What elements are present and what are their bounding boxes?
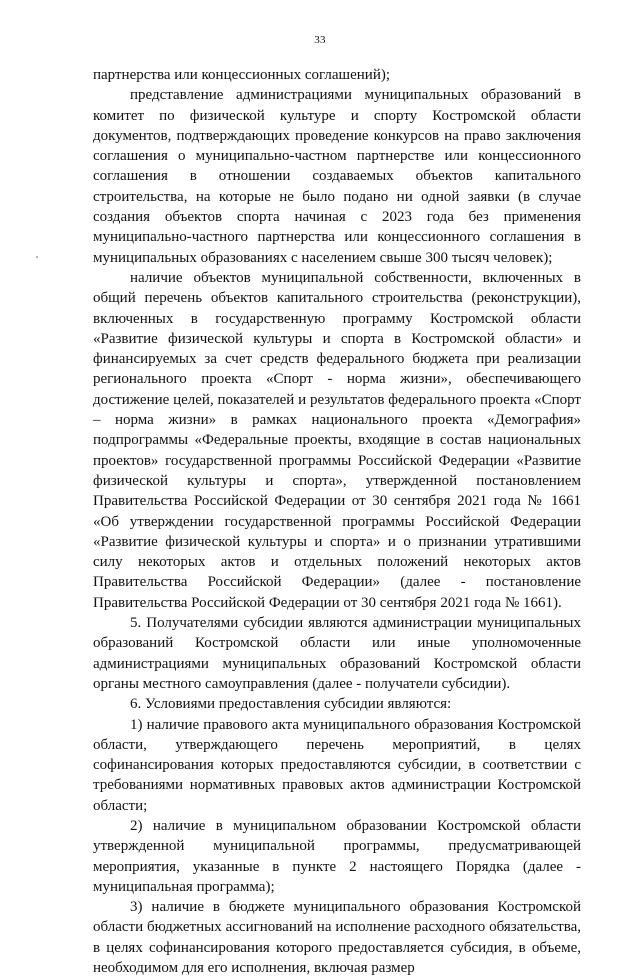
paragraph-condition-2: 2) наличие в муниципальном образовании Костромской области утвержденной муниципальной программы, предусматривающей мероприятия, указанные в пункте 2 настоящего Порядка (далее - муниципальная программа); [93,817,581,895]
paragraph-condition-3: 3) наличие в бюджете муниципального образования Костромской области бюджетных ассигнований на исполнение расходного обязательства, в целях софинансирования которого предоставляется субсидия, в объеме, необходимом для его исполнения, включая размер [93,899,581,977]
paragraph-continuation: партнерства или концессионных соглашений); [93,67,391,83]
paragraph-item-5-recipients: 5. Получателями субсидии являются администрации муниципальных образований Костромской области или иные уполномоченные администрациями муниципальных образований Костромской области органы местного самоуправления (далее - получатели субсидии). [93,615,581,692]
margin-speck [36,256,38,258]
paragraph-documents-submission: представление администрациями муниципальных образований в комитет по физической культуре и спорту Костромской области документов, подтверждающих проведение конкурсов на право заключения соглашения о муниципально-частном партнерстве или концессионного соглашения в отношении создаваемых объектов капитального строительства, на которые не было подано ни одной заявки (в случае создания объектов спорта начиная с 2023 года без применения муниципально-частного партнерства или концессионного соглашения в муниципальных образованиях с населением свыше 300 тысяч человек); [93,87,581,266]
paragraph-item-6-conditions: 6. Условиями предоставления субсидии являются: [130,696,452,713]
paragraph-condition-1: 1) наличие правового акта муниципального образования Костромской области, утверждающего перечень мероприятий, в целях софинансирования которых предоставляются субсидии, в соответствии с требованиями нормативных правовых актов администрации Костромской области; [93,716,581,814]
document-body [93,65,581,978]
page-number: 33 [314,34,326,46]
paragraph-municipal-property: наличие объектов муниципальной собственности, включенных в общий перечень объектов капитального строительства (реконструкции), включенных в государственную программу Костромской области «Развитие физической культуры и спорта в Костромской области» и финансируемых за счет средств федерального бюджета при реализации регионального проекта «Спорт - норма жизни», обеспечивающего достижение целей, показателей и результатов федерального проекта «Спорт – норма жизни» в рамках национального проекта «Демография» подпрограммы «Федеральные проекты, входящие в состав национальных проектов» государственной программы Российской Федерации «Развитие физической культуры и спорта», утвержденной постановлением Правительства Российской Федерации от 30 сентября 2021 года № 1661 «Об утверждении государственной программы Российской Федерации «Развитие физической культуры и спорта» и о признании утратившими силу некоторых актов и отдельных положений некоторых актов Правительства Российской Федерации» (далее - постановление Правительства Российской Федерации от 30 сентября 2021 года № 1661). [93,269,581,611]
